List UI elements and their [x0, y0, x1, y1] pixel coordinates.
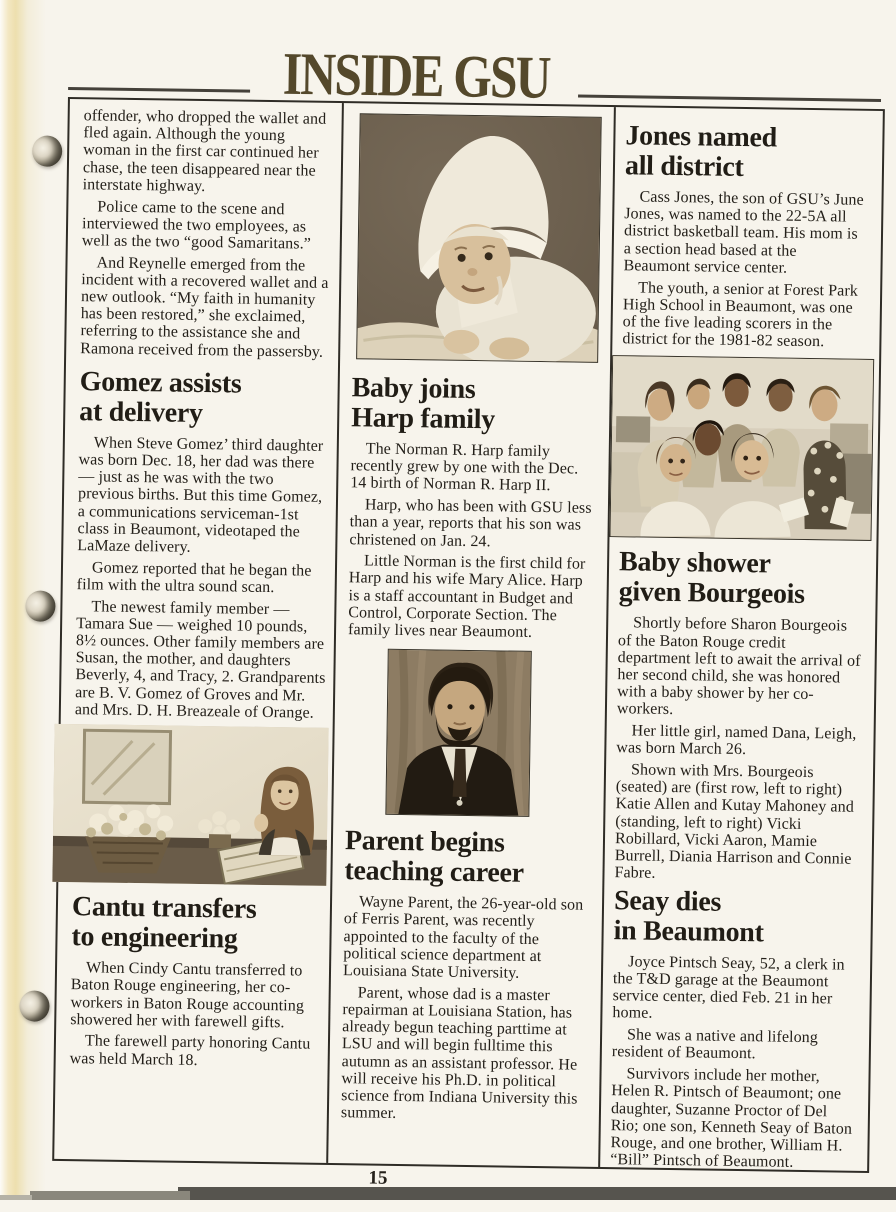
- article-parent: [341, 826, 591, 1125]
- masthead-rule-left: [68, 87, 250, 93]
- column-middle: [341, 103, 602, 1129]
- paragraph: The farewell party honoring Cantu was held March 18.: [69, 1032, 311, 1069]
- paragraph: offender, who dropped the wallet and fled again. Although the young woman in the first car continued her chase, the teen disappeared near the interstate highway.: [82, 107, 327, 195]
- article-jones: [622, 121, 868, 351]
- article-wallet-continuation: [80, 107, 336, 361]
- bourgeois-shower-group-photo: [609, 355, 874, 541]
- paragraph: She was a native and lifelong resident of Beaumont.: [611, 1026, 819, 1063]
- paragraph: When Cindy Cantu transferred to Baton Rouge engineering, her co-workers in Baton Rouge accounting showered her with farewell gifts.: [70, 959, 305, 1031]
- paragraph: The youth, a senior at Forest Park High School in Beaumont, was one of the five leading scorers in the district for the 1981-82 season.: [622, 278, 859, 351]
- article-headline: Baby joins Harp family: [351, 372, 496, 436]
- column-left: [70, 99, 336, 1075]
- binder-hole-icon: [19, 990, 49, 1021]
- newsletter-masthead: INSIDE GSU: [282, 39, 551, 111]
- paragraph: Shortly before Sharon Bourgeois of the Baton Rouge credit department left to await the arrival of her second child, she was honored with a baby shower by her co-workers.: [616, 614, 861, 719]
- paragraph: Parent, whose dad is a master repairman at Louisiana Station, has already begun teaching parttime at LSU and will begin fulltime this autumn as an assistant professor. He will receive his Ph.D. in political science from Indiana University this summer.: [340, 984, 578, 1123]
- paragraph: Police came to the scene and interviewed the two employees, as well as the two “good Samaritans.”: [81, 197, 312, 253]
- paragraph: The Norman R. Harp family recently grew by one with the Dec. 14 birth of Norman R. Harp II.: [350, 440, 579, 495]
- binder-hole-icon: [25, 590, 55, 621]
- parent-portrait-photo: [385, 649, 531, 817]
- harp-baby-photo: [356, 113, 602, 363]
- paragraph: The newest family member — Tamara Sue — weighed 10 pounds, 8½ ounces. Other family members are Susan, the mother, and daughters Beverly, 4, and Tracy, 2. Grandparents are B. V. Gomez of Groves and Mr. and Mrs. D. H. Breazeale of Orange.: [74, 598, 326, 722]
- paragraph: Cass Jones, the son of GSU’s June Jones, was named to the 22-5A all district basketball team. His mom is a section head based at the Beaumont service center.: [623, 188, 864, 277]
- paragraph: When Steve Gomez’ third daughter was born Dec. 18, her dad was there — just as he was with the two previous births. But this time Gomez, a communications serviceman-1st class in Beaumont, videotaped the LaMaze delivery.: [77, 434, 324, 556]
- cantu-farewell-photo: [52, 724, 328, 886]
- paragraph: Harp, who has been with GSU less than a year, reports that his son was christened on Jan. 24.: [349, 496, 592, 550]
- article-headline: Seay dies in Beaumont: [613, 885, 764, 949]
- paragraph: Survivors include her mother, Helen R. Pintsch of Beaumont; one daughter, Suzanne Proctor of Del Rio; one son, Kenneth Seay of Baton Rouge, and one brother, William H. “Bill” Pintsch of Beaumont.: [610, 1065, 853, 1171]
- page-number: 15: [368, 1167, 388, 1189]
- article-harp: [348, 373, 598, 642]
- paragraph: Little Norman is the first child for Harp and his wife Mary Alice. Harp is a staff accountant in Budget and Control, Corporate Section. The family lives near Beaumont.: [347, 552, 586, 641]
- binder-hole-icon: [32, 135, 62, 166]
- paragraph: Gomez reported that he began the film with the ultra sound scan.: [76, 559, 312, 597]
- paragraph: Shown with Mrs. Bourgeois (seated) are (first row, left to right) Katie Allen and Kutay Mahoney and (standing, left to right) Vicki Robillard, Vicki Aaron, Mamie Burrell, Diania Harrison and Connie Fabre.: [614, 761, 855, 882]
- article-headline: Parent begins teaching career: [344, 825, 524, 890]
- article-gomez: [75, 367, 332, 722]
- column-right: [610, 107, 869, 1176]
- paragraph: Wayne Parent, the 26-year-old son of Ferris Parent, was recently appointed to the faculty of the political science department at Louisiana State University.: [342, 893, 584, 982]
- article-cantu: [70, 892, 325, 1070]
- article-headline: Gomez assists at delivery: [79, 366, 242, 429]
- masthead-rule-right: [578, 95, 881, 102]
- paragraph: And Reynelle emerged from the incident with a recovered wallet and a new outlook. “My faith in humanity has been restored,” she exclaimed, referring to the assistance she and Ramona received from the passersby.: [80, 254, 329, 361]
- paragraph: Joyce Pintsch Seay, 52, a clerk in the T&D garage at the Beaumont service center, died Feb. 21 in her home.: [612, 953, 845, 1023]
- content-frame: [52, 97, 885, 1173]
- article-headline: Cantu transfers to engineering: [71, 891, 257, 955]
- article-bourgeois: [614, 548, 862, 886]
- article-seay: [610, 886, 857, 1172]
- paragraph: Her little girl, named Dana, Leigh, was born March 26.: [616, 722, 857, 759]
- article-headline: Jones named all district: [624, 120, 778, 183]
- article-headline: Baby shower given Bourgeois: [618, 546, 805, 611]
